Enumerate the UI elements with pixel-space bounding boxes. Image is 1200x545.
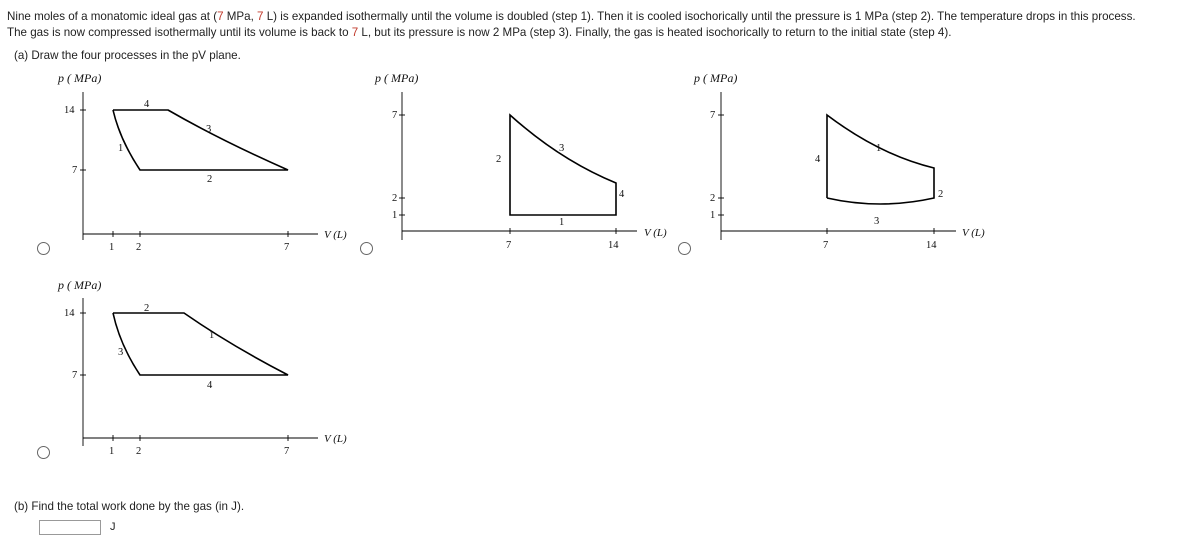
graph-d [57,278,347,457]
segment-label: 2 [938,189,944,200]
p-tick: 7 [710,110,716,121]
segment-label: 1 [559,217,565,228]
pressure-value: 7 [217,10,224,23]
work-answer-input[interactable] [39,520,101,535]
v-axis-label: V (L) [962,227,985,239]
option-a-radio[interactable] [37,242,50,255]
segment-label: 2 [144,303,150,314]
segment-label: 2 [496,154,502,165]
text-seg: MPa, [223,10,258,23]
segment-label: 3 [118,347,124,358]
volume-value: 7 [351,26,359,39]
v-tick: 14 [608,240,619,251]
option-b-radio[interactable] [360,242,373,255]
p-tick: 14 [64,105,75,116]
cycle-path [113,110,288,170]
segment-label: 3 [559,143,565,154]
cycle-path [113,313,288,375]
v-tick: 7 [284,242,290,253]
option-d-radio[interactable] [37,446,50,459]
v-axis-label: V (L) [324,229,347,241]
p-tick: 14 [64,308,75,319]
cycle-path [827,115,934,204]
p-tick: 7 [392,110,398,121]
p-tick: 1 [710,210,716,221]
cycle-path [510,115,616,215]
v-tick: 2 [136,242,142,253]
text-seg: The gas is now compressed isothermally until its volume is back to [7,26,352,39]
v-tick: 7 [823,240,829,251]
p-tick: 2 [392,193,398,204]
segment-label: 4 [207,380,213,391]
v-tick: 7 [506,240,512,251]
v-tick: 1 [109,242,115,253]
segment-label: 1 [876,143,882,154]
p-axis-label: p ( MPa) [375,71,419,85]
graph-a [57,71,347,253]
p-axis-label: p ( MPa) [58,71,102,85]
segment-label: 3 [874,216,880,227]
part-a-label: (a) Draw the four processes in the pV plane. [14,49,241,62]
segment-label: 4 [815,154,821,165]
text-seg: Nine moles of a monatomic ideal gas at ( [7,10,218,23]
segment-label: 1 [209,330,215,341]
segment-label: 4 [619,189,625,200]
segment-label: 2 [207,174,213,185]
volume-value: 7 [257,10,264,23]
p-axis-label: p ( MPa) [58,278,102,292]
v-tick: 14 [926,240,937,251]
v-axis-label: V (L) [324,433,347,445]
part-b-label: (b) Find the total work done by the gas (in J). [14,500,245,513]
text-seg: L, but its pressure is now 2 MPa (step 3). Finally, the gas is heated isochorically to return to the initial state (step 4). [358,26,952,39]
unit-label: J [110,521,116,533]
graph-b [374,71,667,251]
text-seg: L) is expanded isothermally until the volume is doubled (step 1). Then it is cooled isochorically until the pressure is 1 MPa (step 2). The temperature drops in this process. [263,10,1136,23]
segment-label: 1 [118,143,124,154]
option-c-radio[interactable] [678,242,691,255]
segment-label: 3 [206,124,212,135]
p-tick: 1 [392,210,398,221]
p-tick: 2 [710,193,716,204]
v-tick: 7 [284,446,290,457]
graph-c [693,71,985,251]
p-axis-label: p ( MPa) [694,71,738,85]
p-tick: 7 [72,370,78,381]
segment-label: 4 [144,99,150,110]
v-axis-label: V (L) [644,227,667,239]
v-tick: 2 [136,446,142,457]
v-tick: 1 [109,446,115,457]
p-tick: 7 [72,165,78,176]
